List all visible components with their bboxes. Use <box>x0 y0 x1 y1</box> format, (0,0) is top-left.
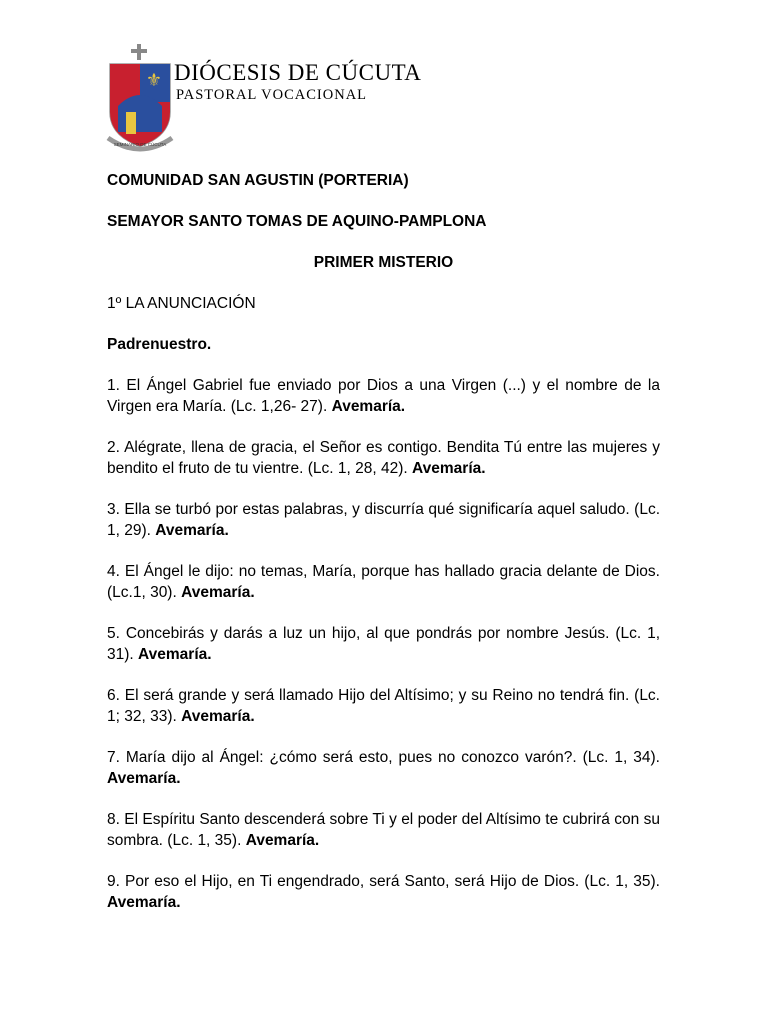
verse-text: 6. El será grande y será llamado Hijo del Altísimo; y su Reino no tendrá fin. (Lc. 1; 32, 33). <box>107 687 660 725</box>
hail-mary-label: Avemaría. <box>181 584 255 601</box>
hail-mary-label: Avemaría. <box>245 832 320 849</box>
verse-text: 1. El Ángel Gabriel fue enviado por Dios a una Virgen (...) y el nombre de la Virgen era María. (Lc. 1,26- 27). <box>107 377 660 415</box>
verse-item <box>107 561 660 603</box>
diocese-subtitle: PASTORAL VOCACIONAL <box>176 87 368 103</box>
verse-text: 4. El Ángel le dijo: no temas, María, porque has hallado gracia delante de Dios. (Lc.1, 30). <box>107 563 660 601</box>
hail-mary-label: Avemaría. <box>107 894 181 911</box>
hail-mary-label: Avemaría. <box>155 522 229 539</box>
verse-text: 2. Alégrate, llena de gracia, el Señor es contigo. Bendita Tú entre las mujeres y bendito el fruto de tu vientre. (Lc. 1, 28, 42). <box>107 439 660 477</box>
verse-text: 5. Concebirás y darás a luz un hijo, al que pondrás por nombre Jesús. (Lc. 1, 31). <box>107 625 660 663</box>
our-father: Padrenuestro. <box>107 336 212 353</box>
hail-mary-label: Avemaría. <box>412 460 486 477</box>
verse-item <box>107 499 660 541</box>
verse-text: 8. El Espíritu Santo descenderá sobre Ti y el poder del Altísimo te cubrirá con su sombra. (Lc. 1, 35). <box>107 811 660 849</box>
crest-ribbon-text: SEMINARIO DE CÚCUTA <box>113 142 167 147</box>
hail-mary-label: Avemaría. <box>107 770 181 787</box>
verse-item <box>107 809 660 851</box>
mystery-name: 1º LA ANUNCIACIÓN <box>107 295 256 312</box>
verse-text: 9. Por eso el Hijo, en Ti engendrado, será Santo, será Hijo de Dios. (Lc. 1, 35). <box>107 873 660 890</box>
svg-text:⚜: ⚜ <box>145 70 163 91</box>
document-header <box>104 42 504 154</box>
verse-item <box>107 623 660 665</box>
verse-item <box>107 685 660 727</box>
community-heading: COMUNIDAD SAN AGUSTIN (PORTERIA) <box>107 172 409 189</box>
mystery-title: PRIMER MISTERIO <box>313 254 454 271</box>
verse-item <box>107 437 660 479</box>
diocese-title: DIÓCESIS DE CÚCUTA <box>174 60 422 85</box>
seminary-heading: SEMAYOR SANTO TOMAS DE AQUINO-PAMPLONA <box>107 213 487 230</box>
hail-mary-label: Avemaría. <box>138 646 212 663</box>
verse-item <box>107 375 660 417</box>
diocese-crest-logo <box>104 42 176 154</box>
document-body <box>107 170 660 913</box>
hail-mary-label: Avemaría. <box>181 708 255 725</box>
verse-text: 7. María dijo al Ángel: ¿cómo será esto, pues no conozco varón?. (Lc. 1, 34). <box>107 749 660 766</box>
verse-list <box>107 375 660 913</box>
verse-text: 3. Ella se turbó por estas palabras, y discurría qué significaría aquel saludo. (Lc. 1, 29). <box>107 501 660 539</box>
hail-mary-label: Avemaría. <box>331 398 406 415</box>
verse-item <box>107 747 660 789</box>
verse-item <box>107 871 660 913</box>
